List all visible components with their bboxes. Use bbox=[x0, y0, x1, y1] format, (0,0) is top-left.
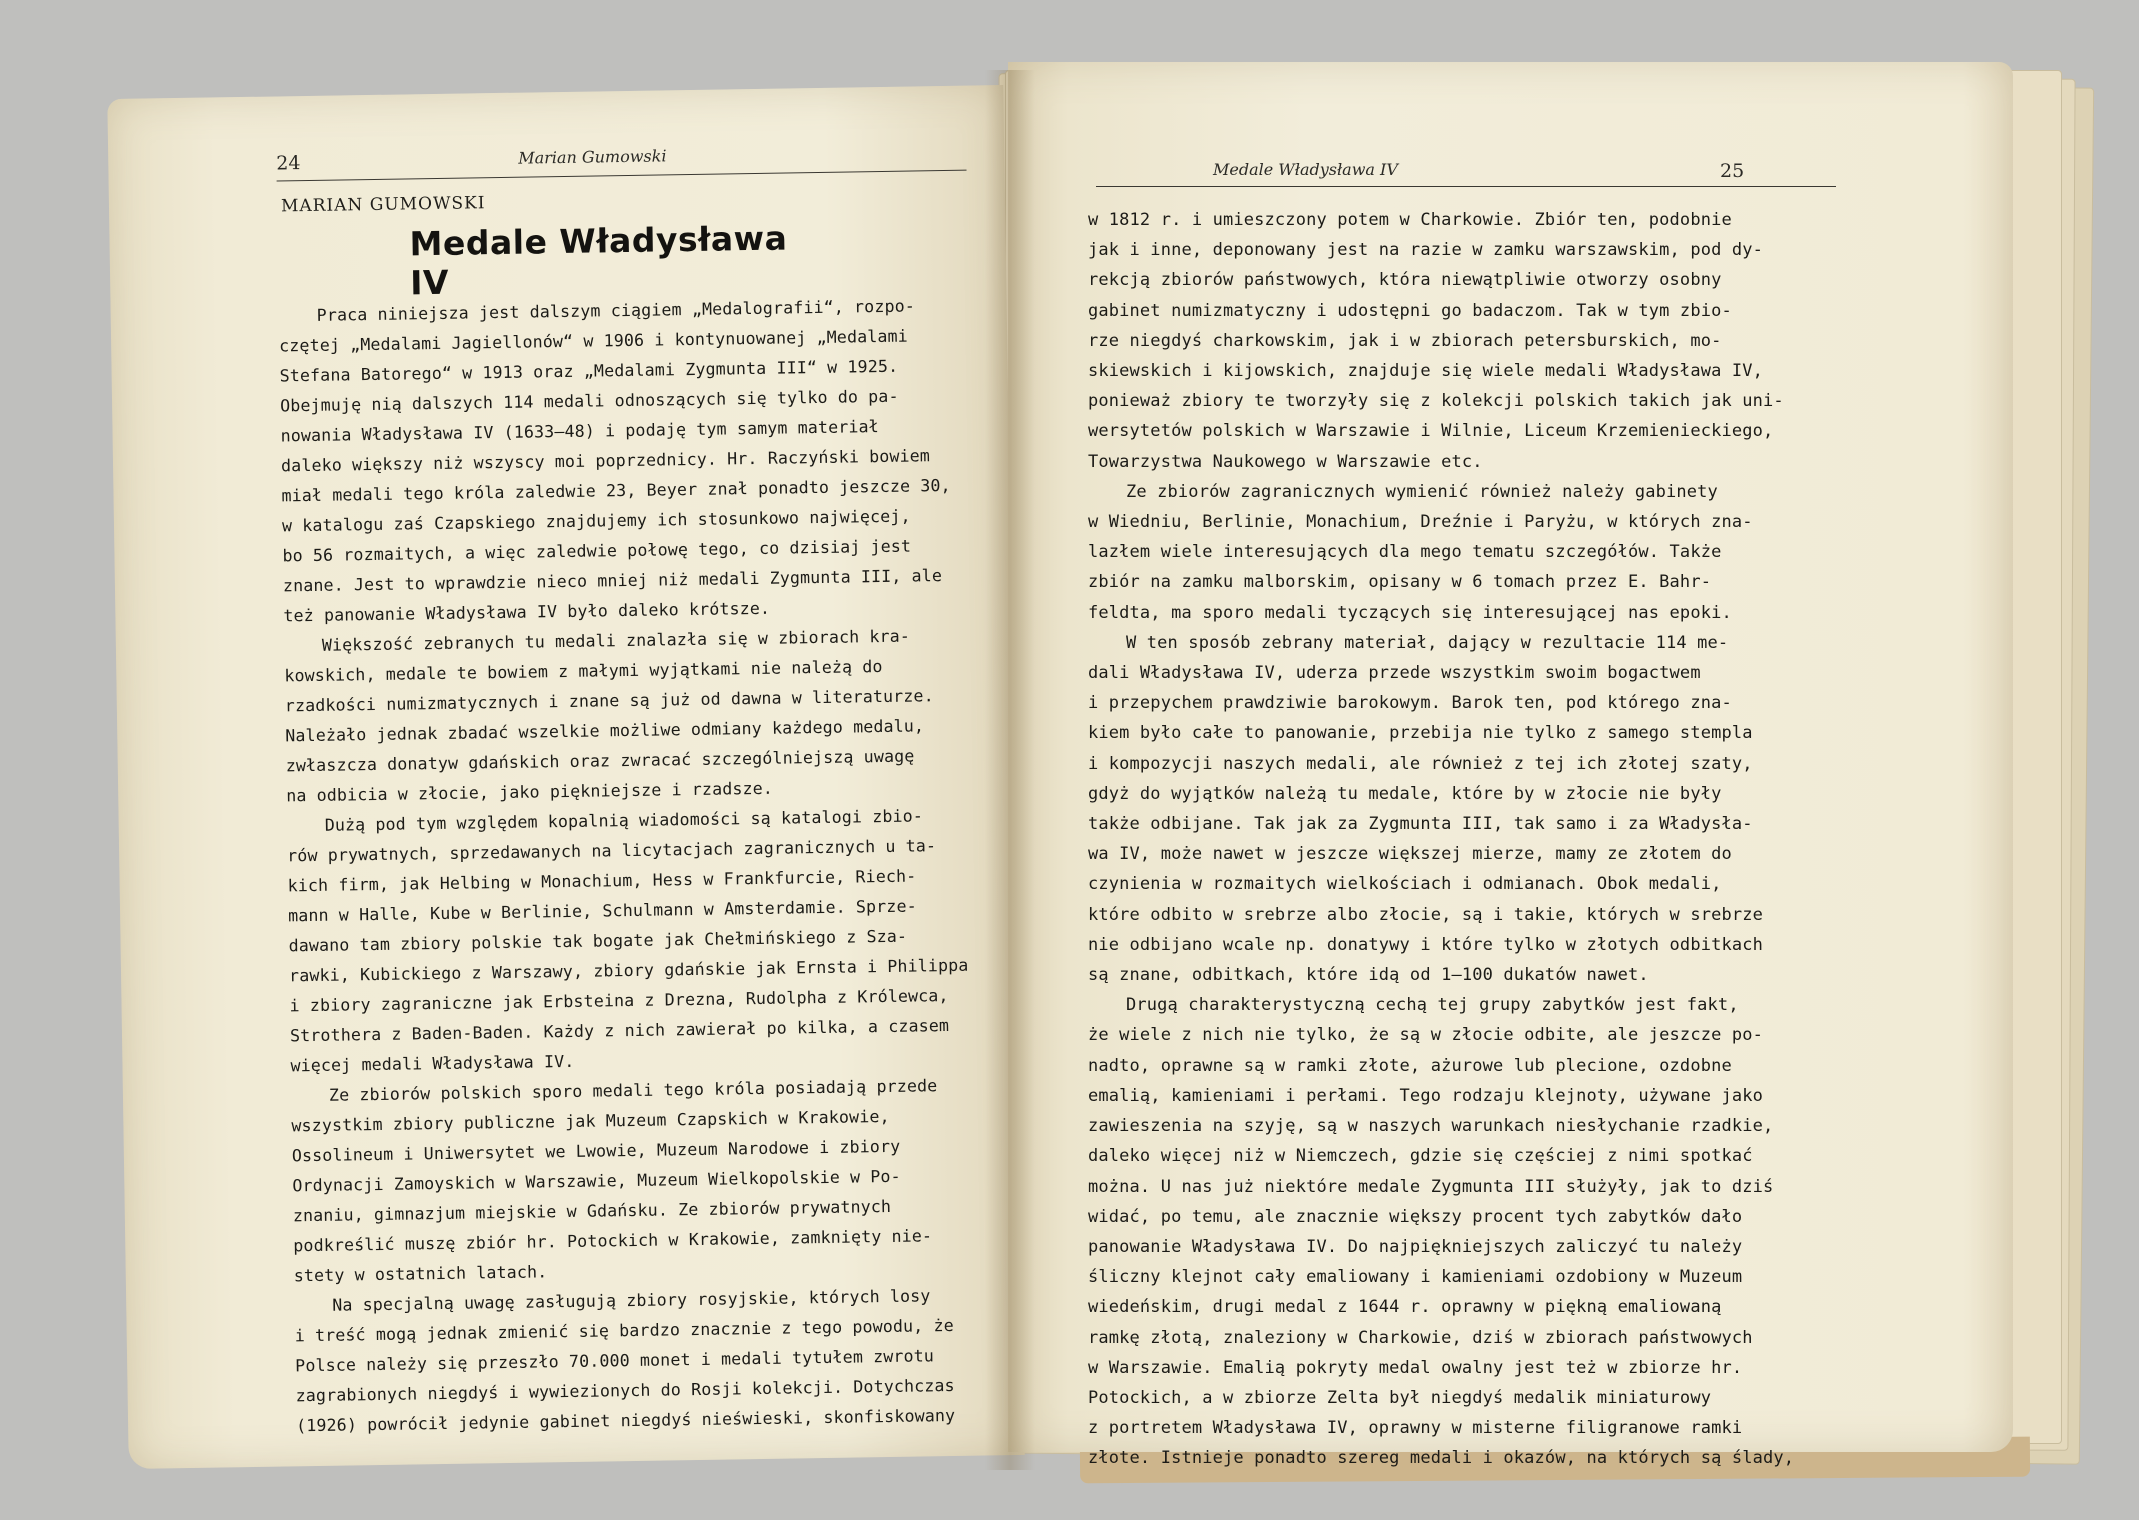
text-line: zbiór na zamku malborskim, opisany w 6 tomach przez E. Bahr- bbox=[1088, 572, 1712, 593]
text-line: czętej „Medalami Jagiellonów“ w 1906 i kontynuowanej „Medalami bbox=[279, 326, 908, 356]
text-line: widać, po temu, ale znacznie większy procent tych zabytków dało bbox=[1088, 1206, 1743, 1227]
text-line: i kompozycji naszych medali, ale również z tej ich złotej szaty, bbox=[1088, 753, 1753, 774]
text-line: wa IV, może nawet w jeszcze większej mierze, mamy ze złotem do bbox=[1088, 844, 1732, 865]
right-body-text bbox=[1088, 205, 1858, 1474]
text-line: które odbito w srebrze albo złocie, są i takie, których w srebrze bbox=[1088, 904, 1764, 925]
text-line: też panowanie Władysława IV było daleko krótsze. bbox=[283, 598, 771, 626]
text-line: w 1812 r. i umieszczony potem w Charkowie. Zbiór ten, podobnie bbox=[1088, 210, 1732, 230]
text-line: w Warszawie. Emalią pokryty medal owalny jest też w zbiorze hr. bbox=[1088, 1357, 1743, 1378]
text-line: Większość zebranych tu medali znalazła się w zbiorach kra- bbox=[321, 626, 911, 655]
text-line: rekcją zbiorów państwowych, która niewątpliwie otworzy osobny bbox=[1088, 270, 1722, 291]
text-line: rawki, Kubickiego z Warszawy, zbiory gdańskie jak Ernsta i Philippa bbox=[288, 955, 969, 986]
text-line: daleko większy niż wszyscy moi poprzednicy. Hr. Raczyński bowiem bbox=[280, 446, 931, 476]
text-line: (1926) powrócił jedynie gabinet niegdyś nieświeski, skonfiskowany bbox=[296, 1405, 956, 1436]
text-line: Polsce należy się przeszło 70.000 monet i medali tytułem zwrotu bbox=[295, 1346, 935, 1376]
text-line: jak i inne, deponowany jest na razie w zamku warszawskim, pod dy- bbox=[1088, 240, 1764, 261]
text-line: kiem było całe to panowanie, przebija nie tylko z samego stempla bbox=[1088, 723, 1753, 744]
page-number: 25 bbox=[1720, 160, 1745, 182]
text-line: Obejmuję nią dalszych 114 medali odnoszących się tylko do pa- bbox=[279, 386, 899, 416]
text-line: W ten sposób zebrany materiał, dający w rezultacie 114 me- bbox=[1126, 632, 1729, 653]
text-line: Dużą pod tym względem kopalnią wiadomości są katalogi zbio- bbox=[324, 806, 924, 835]
running-title: Marian Gumowski bbox=[518, 146, 667, 168]
text-line: że wiele z nich nie tylko, że są w złocie odbite, ale jeszcze po- bbox=[1088, 1025, 1764, 1046]
running-title: Medale Władysława IV bbox=[1213, 160, 1398, 179]
text-line: feldta, ma sporo medali tyczących się interesującej nas epoki. bbox=[1088, 602, 1732, 623]
text-line: miał medali tego króla zaledwie 23, Beyer znał ponadto jeszcze 30, bbox=[281, 475, 951, 506]
page-number: 24 bbox=[276, 152, 301, 175]
text-line: zwłaszcza donatyw gdańskich oraz zwracać szczególniejszą uwagę bbox=[285, 746, 915, 776]
text-line: dawano tam zbiory polskie tak bogate jak Chełmińskiego z Sza- bbox=[288, 926, 908, 956]
text-line: złote. Istnieje ponadto szereg medali i okazów, na których są ślady, bbox=[1088, 1448, 1795, 1469]
header-rule bbox=[1096, 186, 1836, 187]
text-line: dali Władysława IV, uderza przede wszystkim swoim bogactwem bbox=[1088, 663, 1701, 684]
text-line: zagrabionych niegdyś i wywiezionych do Rosji kolekcji. Dotychczas bbox=[295, 1375, 955, 1406]
text-line: znaniu, gimnazjum miejskie w Gdańsku. Ze zbiorów prywatnych bbox=[292, 1196, 892, 1226]
text-line: zawieszenia na szyję, są w naszych warunkach niesłychanie rzadkie, bbox=[1088, 1116, 1774, 1137]
left-body-text bbox=[278, 290, 996, 1441]
text-line: emalią, kamieniami i perłami. Tego rodzaju klejnoty, używane jako bbox=[1088, 1085, 1764, 1106]
text-line: kowskich, medale te bowiem z małymi wyjątkami nie należą do bbox=[284, 657, 883, 686]
right-page bbox=[1008, 62, 2013, 1469]
article-author: MARIAN GUMOWSKI bbox=[280, 193, 486, 217]
book-gutter bbox=[985, 70, 1035, 1470]
text-line: nadto, oprawne są w ramki złote, ażurowe lub plecione, ozdobne bbox=[1088, 1055, 1732, 1076]
text-line: Należało jednak zbadać wszelkie możliwe odmiany każdego medalu, bbox=[285, 716, 925, 746]
text-line: kich firm, jak Helbing w Monachium, Hess w Frankfurcie, Riech- bbox=[287, 866, 917, 896]
text-line: nowania Władysława IV (1633–48) i podaję tym samym materiał bbox=[280, 417, 879, 446]
text-line: czynienia w rozmaitych wielkościach i odmianach. Obok medali, bbox=[1088, 874, 1722, 895]
text-line: więcej medali Władysława IV. bbox=[290, 1051, 575, 1076]
text-line: znane. Jest to wprawdzie nieco mniej niż medali Zygmunta III, ale bbox=[282, 566, 943, 596]
text-line: lazłem wiele interesujących dla mego tematu szczegółów. Także bbox=[1088, 542, 1722, 563]
text-line: stety w ostatnich latach. bbox=[293, 1262, 548, 1286]
text-line: z portretem Władysława IV, oprawny w misterne filigranowe ramki bbox=[1088, 1418, 1743, 1439]
text-line: Praca niniejsza jest dalszym ciągiem „Medalografii“, rozpo- bbox=[316, 296, 916, 325]
text-line: mann w Halle, Kube w Berlinie, Schulmann w Amsterdamie. Sprze- bbox=[287, 896, 917, 926]
text-line: są znane, odbitkach, które idą od 1—100 dukatów nawet. bbox=[1088, 965, 1649, 986]
text-line: śliczny klejnot cały emaliowany i kamieniami ozdobiony w Muzeum bbox=[1088, 1267, 1743, 1288]
text-line: panowanie Władysława IV. Do najpiękniejszych zaliczyć tu należy bbox=[1088, 1236, 1743, 1257]
text-line: nie odbijano wcale np. donatywy i które tylko w złotych odbitkach bbox=[1088, 934, 1764, 955]
article-title: Medale Władysława IV bbox=[409, 218, 788, 303]
text-line: Drugą charakterystyczną cechą tej grupy zabytków jest fakt, bbox=[1126, 995, 1739, 1016]
text-line: Na specjalną uwagę zasługują zbiory rosyjskie, których losy bbox=[332, 1286, 931, 1315]
text-line: i przepychem prawdziwie barokowym. Barok ten, pod którego zna- bbox=[1088, 693, 1732, 714]
text-line: w katalogu zaś Czapskiego znajdujemy ich stosunkowo najwięcej, bbox=[281, 506, 911, 536]
text-line: podkreślić muszę zbiór hr. Potockich w Krakowie, zamknięty nie- bbox=[293, 1226, 933, 1256]
text-line: Ze zbiorów zagranicznych wymienić również należy gabinety bbox=[1126, 481, 1718, 502]
text-line: także odbijane. Tak jak za Zygmunta III, tak samo i za Władysła- bbox=[1088, 814, 1753, 835]
text-line: i treść mogą jednak zmienić się bardzo znacznie z tego powodu, że bbox=[294, 1315, 954, 1346]
text-line: rze niegdyś charkowskim, jak i w zbiorach petersburskich, mo- bbox=[1088, 330, 1722, 351]
text-line: Towarzystwa Naukowego w Warszawie etc. bbox=[1088, 451, 1483, 472]
text-line: wszystkim zbiory publiczne jak Muzeum Czapskich w Krakowie, bbox=[291, 1106, 890, 1136]
text-line: Potockich, a w zbiorze Zelta był niegdyś medalik miniaturowy bbox=[1088, 1387, 1712, 1408]
text-line: wiedeńskim, drugi medal z 1644 r. oprawny w piękną emaliowaną bbox=[1088, 1297, 1722, 1318]
text-line: można. U nas już niektóre medale Zygmunta III służyły, jak to dziś bbox=[1088, 1176, 1774, 1197]
text-line: w Wiedniu, Berlinie, Monachium, Dreźnie i Paryżu, w których zna- bbox=[1088, 512, 1753, 533]
header-rule bbox=[277, 170, 967, 182]
text-line: Strothera z Baden-Baden. Każdy z nich zawierał po kilka, a czasem bbox=[289, 1016, 950, 1046]
text-line: i zbiory zagraniczne jak Erbsteina z Drezna, Rudolpha z Królewca, bbox=[289, 986, 949, 1016]
text-line: daleko więcej niż w Niemczech, gdzie się częściej z nimi spotkać bbox=[1088, 1146, 1753, 1167]
text-line: Stefana Batorego“ w 1913 oraz „Medalami Zygmunta III“ w 1925. bbox=[279, 356, 899, 386]
text-line: ponieważ zbiory te tworzyły się z kolekcji polskich takich jak uni- bbox=[1088, 391, 1784, 412]
text-line: ramkę złotą, znaleziony w Charkowie, dziś w zbiorach państwowych bbox=[1088, 1327, 1753, 1348]
text-line: na odbicia w złocie, jako piękniejsze i rzadsze. bbox=[286, 778, 774, 806]
text-line: Ordynacji Zamoyskich w Warszawie, Muzeum Wielkopolskie w Po- bbox=[292, 1166, 901, 1196]
text-line: Ze zbiorów polskich sporo medali tego króla posiadają przede bbox=[328, 1076, 938, 1105]
text-line: wersytetów polskich w Warszawie i Wilnie, Liceum Krzemienieckiego, bbox=[1088, 421, 1774, 442]
text-line: rów prywatnych, sprzedawanych na licytacjach zagranicznych u ta- bbox=[287, 836, 937, 866]
text-line: bo 56 rozmaitych, a więc zaledwie połowę tego, co dzisiaj jest bbox=[282, 536, 912, 566]
text-line: Ossolineum i Uniwersytet we Lwowie, Muzeum Narodowe i zbiory bbox=[291, 1136, 901, 1166]
text-line: rzadkości numizmatycznych i znane są już od dawna w literaturze. bbox=[284, 686, 934, 716]
left-running-head bbox=[108, 141, 1004, 175]
text-line: gabinet numizmatyczny i udostępni go badaczom. Tak w tym zbio- bbox=[1088, 300, 1732, 321]
text-line: skiewskich i kijowskich, znajduje się wiele medali Władysława IV, bbox=[1088, 361, 1764, 382]
text-line: gdyż do wyjątków należą tu medale, które by w złocie nie były bbox=[1088, 783, 1722, 804]
left-page bbox=[107, 85, 1024, 1469]
